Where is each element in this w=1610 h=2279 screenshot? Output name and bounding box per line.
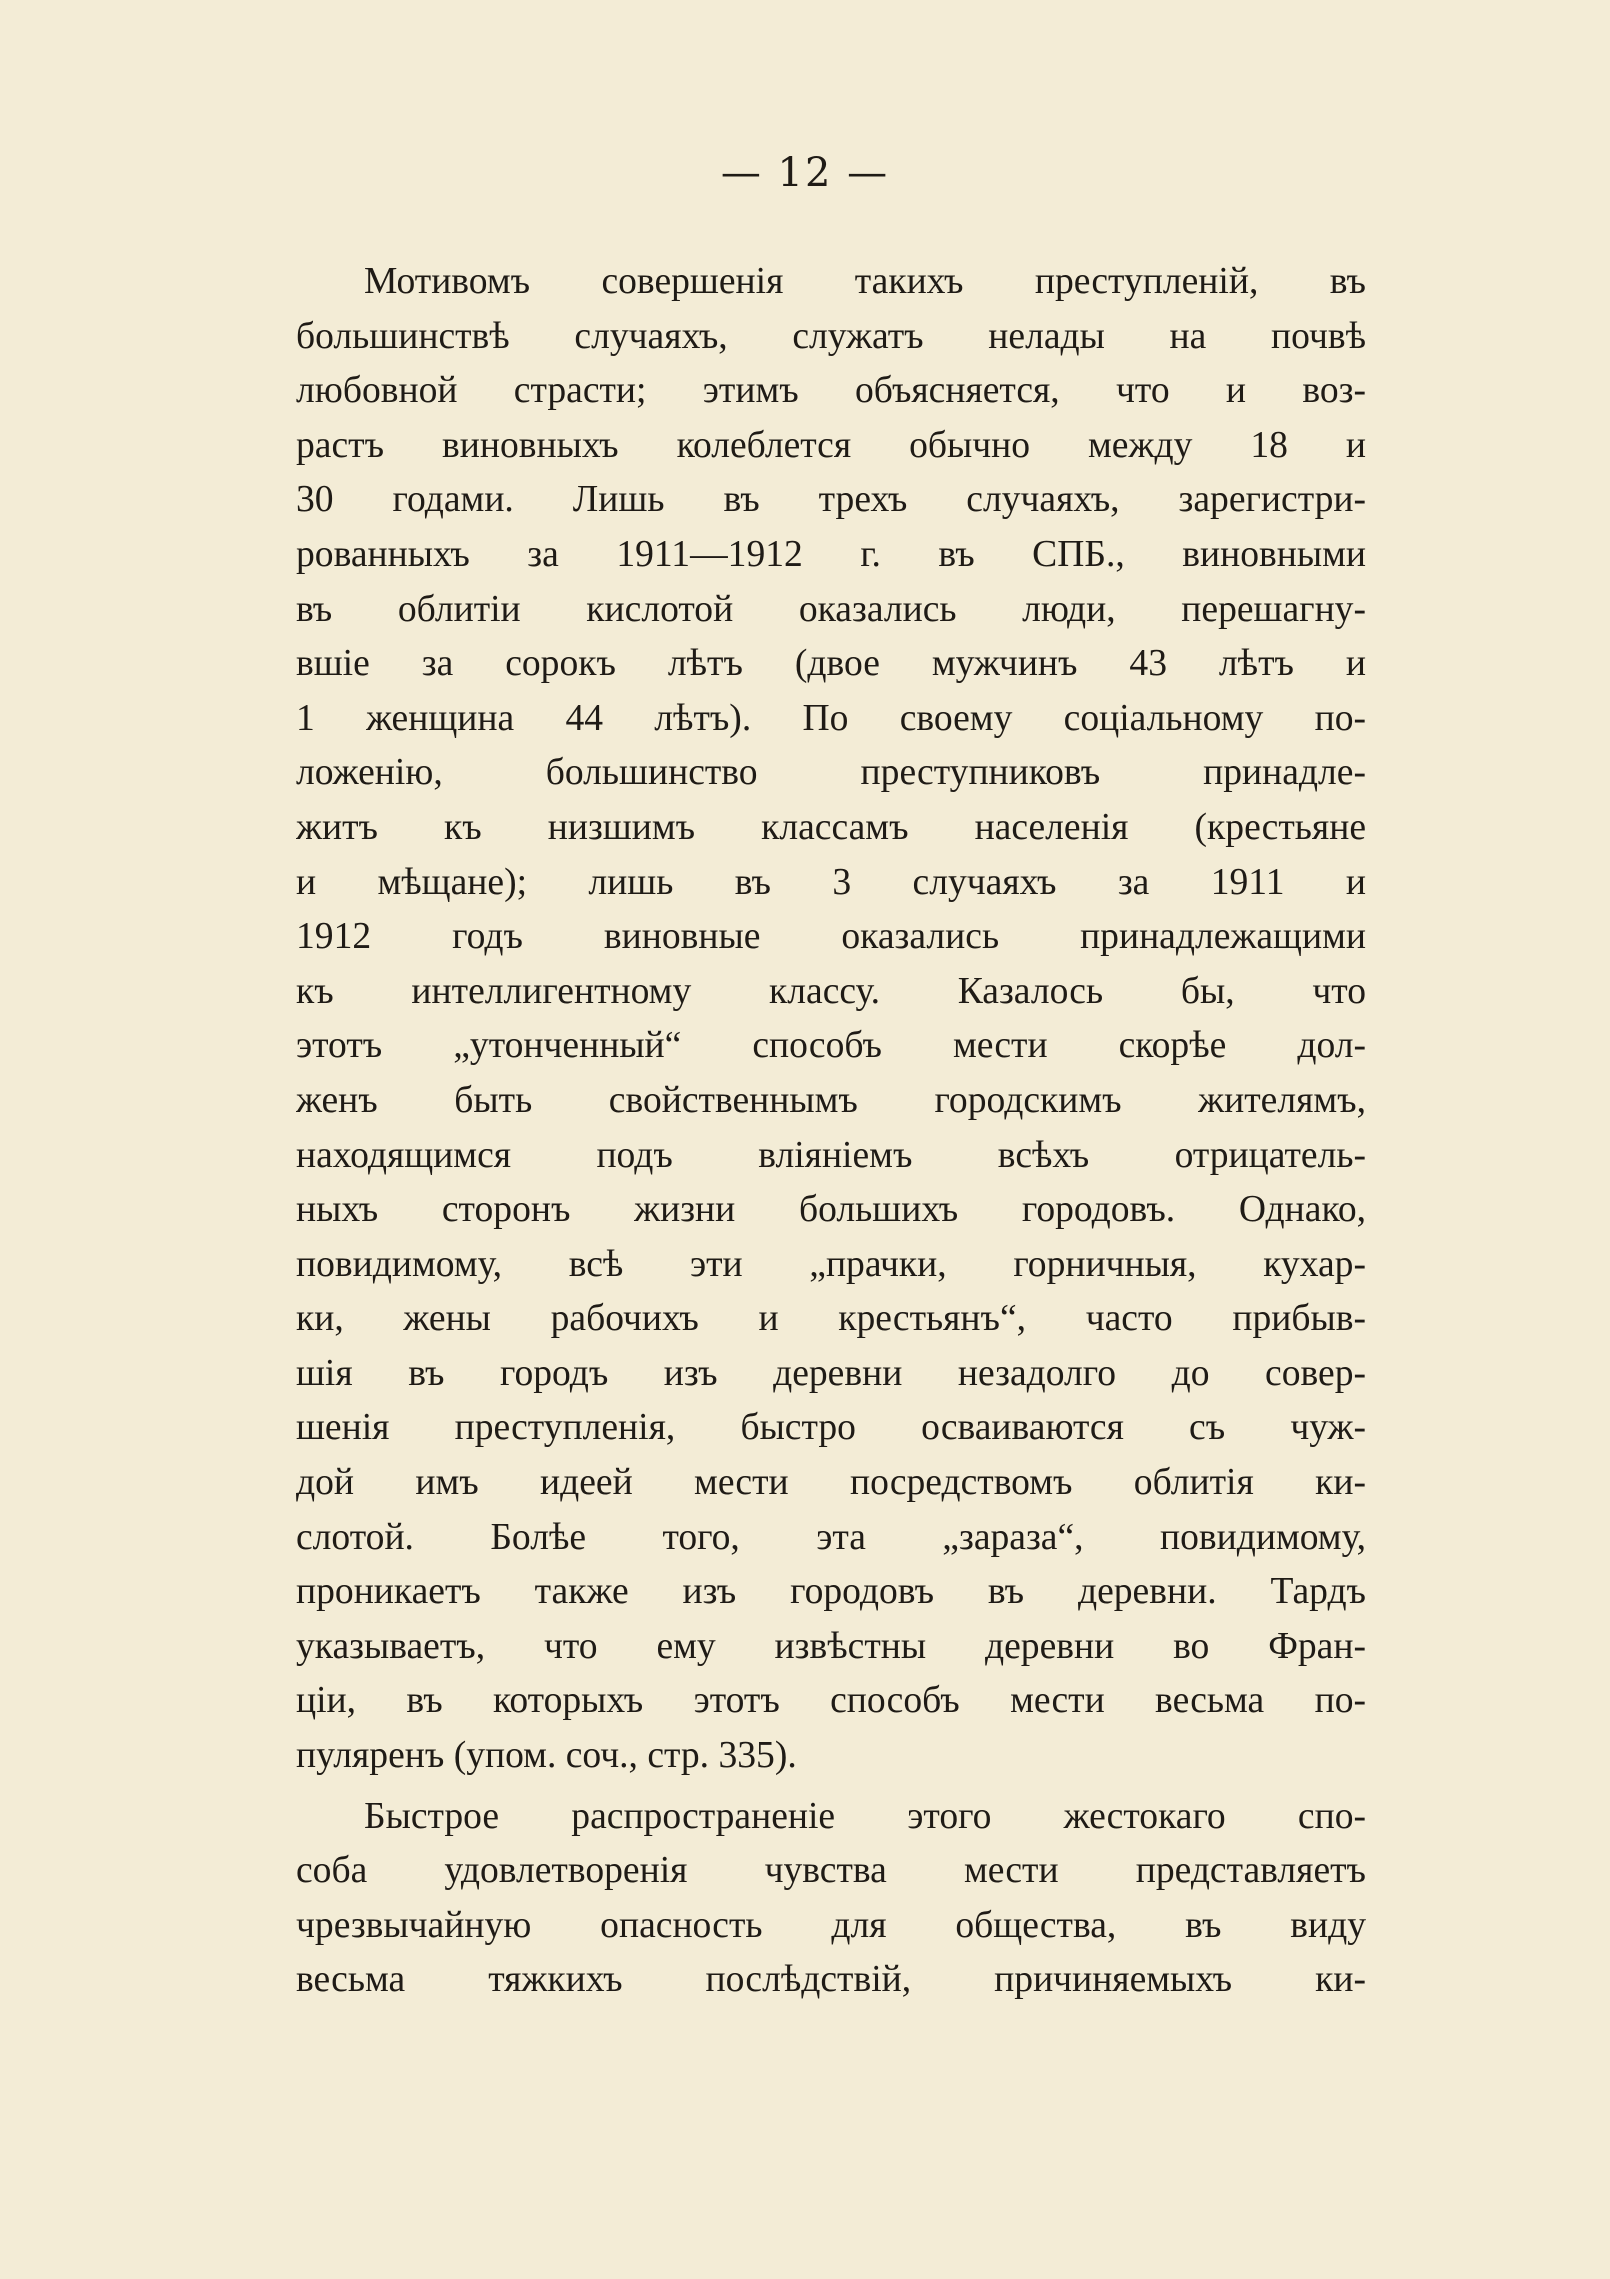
text-line: ложенію, большинство преступниковъ принадле- [296,752,1366,794]
text-line: 1 женщина 44 лѣтъ). По своему соціальному по- [296,697,1366,739]
text-line: къ интеллигентному классу. Казалось бы, что [296,970,1366,1012]
text-line: соба удовлетворенія чувства мести представляетъ [296,1850,1366,1892]
text-line: дой имъ идеей мести посредствомъ облитія ки- [296,1462,1366,1504]
text-line: ціи, въ которыхъ этотъ способъ мести весьма по- [296,1680,1366,1722]
text-line: рованныхъ за 1911—1912 г. въ СПБ., виновными [296,533,1366,575]
text-line: ки, жены рабочихъ и крестьянъ“, часто прибыв- [296,1298,1366,1340]
text-line: шенія преступленія, быстро осваиваются съ чуж- [296,1407,1366,1449]
text-line: женъ быть свойственнымъ городскимъ жителямъ, [296,1079,1366,1121]
text-line: проникаетъ также изъ городовъ въ деревни. Тардъ [296,1571,1366,1613]
text-line: этотъ „утонченный“ способъ мести скорѣе дол- [296,1025,1366,1067]
text-line: въ облитіи кислотой оказались люди, перешагну- [296,588,1366,630]
text-line: 30 годами. Лишь въ трехъ случаяхъ, зарегистри- [296,479,1366,521]
body-text [296,255,1366,2008]
text-line: вшіе за сорокъ лѣтъ (двое мужчинъ 43 лѣтъ и [296,643,1366,685]
text-line: любовной страсти; этимъ объясняется, что и воз- [296,370,1366,412]
page-number: — 12 — [720,150,890,196]
text-line: и мѣщане); лишь въ 3 случаяхъ за 1911 и [296,861,1366,903]
text-line: весьма тяжкихъ послѣдствій, причиняемыхъ ки- [296,1959,1366,2001]
paragraph-2 [296,1790,1366,2008]
text-line: чрезвычайную опасность для общества, въ виду [296,1904,1366,1946]
text-line: большинствѣ случаяхъ, служатъ нелады на почвѣ [296,315,1366,357]
paragraph-1 [296,255,1366,1784]
text-line: указываетъ, что ему извѣстны деревни во Фран- [296,1625,1366,1667]
text-line: Мотивомъ совершенія такихъ преступленій, въ [364,261,1366,302]
text-line: житъ къ низшимъ классамъ населенія (крестьяне [296,806,1366,848]
text-line: повидимому, всѣ эти „прачки, горничныя, кухар- [296,1243,1366,1285]
text-line: ныхъ сторонъ жизни большихъ городовъ. Однако, [296,1189,1366,1231]
text-line: находящимся подъ вліяніемъ всѣхъ отрицатель- [296,1134,1366,1176]
text-line: растъ виновныхъ колеблется обычно между 18 и [296,424,1366,466]
text-line: пуляренъ (упом. соч., стр. 335). [296,1735,797,1777]
text-line: Быстрое распространеніе этого жестокаго спо- [364,1795,1366,1837]
text-line: слотой. Болѣе того, эта „зараза“, повидимому, [296,1516,1366,1558]
text-line: 1912 годъ виновные оказались принадлежащими [296,916,1366,958]
text-line: шія въ городъ изъ деревни незадолго до совер- [296,1352,1366,1394]
